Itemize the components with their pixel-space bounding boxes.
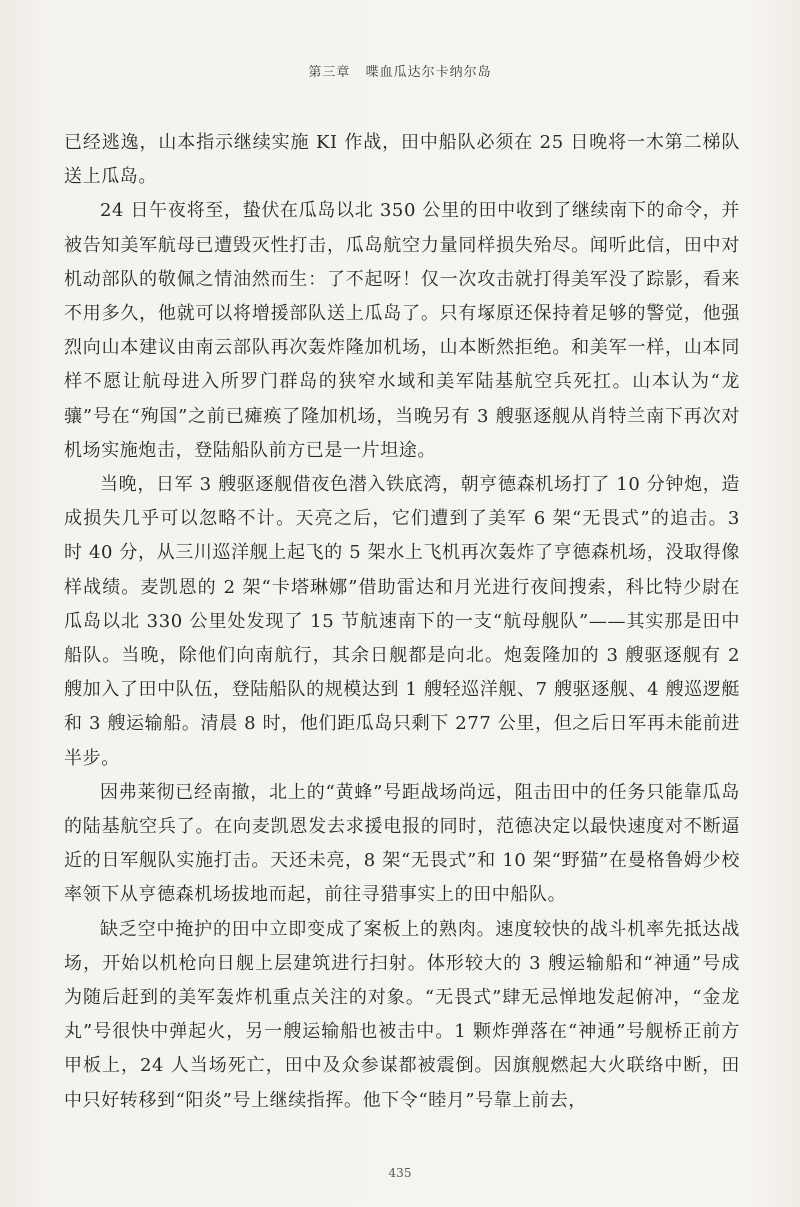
page-number: 435 xyxy=(388,1166,412,1180)
paragraph: 缺乏空中掩护的田中立即变成了案板上的熟肉。速度较快的战斗机率先抵达战场，开始以机枪向日舰上层建筑进行扫射。体形较大的 3 艘运输船和“神通”号成为随后赶到的美军轰炸机重点关注的对象。“无畏式”肆无忌惮地发起俯冲，“金龙丸”号很快中弹起火，另一艘运输船也被击中。1 颗炸弹落在“神通”号舰桥正前方甲板上，24 人当场死亡，田中及众参谋都被震倒。因旗舰燃起大火联络中断，田中只好转移到“阳炎”号上继续指挥。他下令“睦月”号靠上前去， xyxy=(64,918,740,1111)
chapter-label: 第三章 xyxy=(308,65,351,80)
chapter-title: 喋血瓜达尔卡纳尔岛 xyxy=(365,65,492,80)
running-header xyxy=(0,61,800,80)
body-text xyxy=(64,126,740,1118)
paragraph: 因弗莱彻已经南撤，北上的“黄蜂”号距战场尚远，阻击田中的任务只能靠瓜岛的陆基航空兵了。在向麦凯恩发去求援电报的同时，范德决定以最快速度对不断逼近的日军舰队实施打击。天还未亮，8 架“无畏式”和 10 架“野猫”在曼格鲁姆少校率领下从亨德森机场拔地而起，前往寻猎事实上的田中船队。 xyxy=(64,781,740,906)
paragraph-continued: 已经逃逸，山本指示继续实施 KI 作战，田中船队必须在 25 日晚将一木第二梯队送上瓜岛。 xyxy=(64,132,740,188)
paragraph: 24 日午夜将至，蛰伏在瓜岛以北 350 公里的田中收到了继续南下的命令，并被告知美军航母已遭毁灭性打击，瓜岛航空力量同样损失殆尽。闻听此信，田中对机动部队的敬佩之情油然而生：了不起呀！仅一次攻击就打得美军没了踪影，看来不用多久，他就可以将增援部队送上瓜岛了。只有塚原还保持着足够的警觉，他强烈向山本建议由南云部队再次轰炸隆加机场，山本断然拒绝。和美军一样，山本同样不愿让航母进入所罗门群岛的狭窄水域和美军陆基航空兵死扛。山本认为“龙骧”号在“殉国”之前已瘫痪了隆加机场，当晚另有 3 艘驱逐舰从肖特兰南下再次对机场实施炮击，登陆船队前方已是一片坦途。 xyxy=(64,200,740,461)
paragraph: 当晚，日军 3 艘驱逐舰借夜色潜入铁底湾，朝亨德森机场打了 10 分钟炮，造成损失几乎可以忽略不计。天亮之后，它们遭到了美军 6 架“无畏式”的追击。3 时 40 分，从三川巡洋舰上起飞的 5 架水上飞机再次轰炸了亨德森机场，没取得像样战绩。麦凯恩的 2 架“卡塔琳娜”借助雷达和月光进行夜间搜索，科比特少尉在瓜岛以北 330 公里处发现了 15 节航速南下的一支“航母舰队”——其实那是田中船队。当晚，除他们向南航行，其余日舰都是向北。炮轰隆加的 3 艘驱逐舰有 2 艘加入了田中队伍，登陆船队的规模达到 1 艘轻巡洋舰、7 艘驱逐舰、4 艘巡逻艇和 3 艘运输船。清晨 8 时，他们距瓜岛只剩下 277 公里，但之后日军再未能前进半步。 xyxy=(64,474,740,769)
